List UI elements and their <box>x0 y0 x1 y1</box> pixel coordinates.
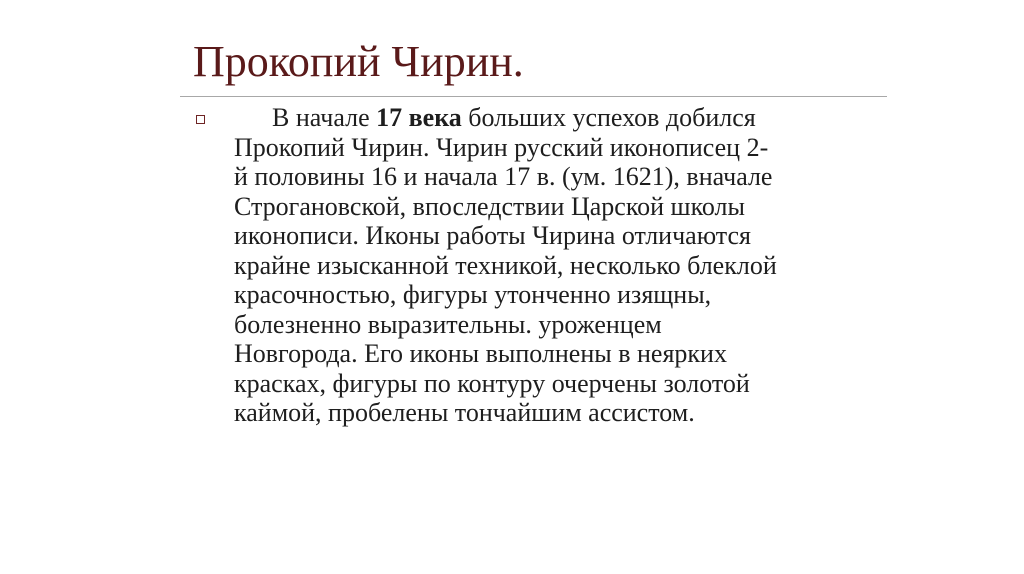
paragraph-line-5: иконописи. Иконы работы Чирина отличаются <box>234 221 751 250</box>
paragraph-line-1-start: В начале <box>272 103 377 132</box>
title-divider <box>180 96 887 97</box>
hollow-square-bullet-icon <box>196 115 205 124</box>
paragraph-line-4: Строгановской, впоследствии Царской школы <box>234 191 745 221</box>
paragraph-bold-century: 17 века <box>376 103 462 132</box>
bullet-paragraph <box>234 103 874 428</box>
paragraph-line-6: крайне изысканной техникой, несколько блеклой <box>234 250 777 280</box>
paragraph-line-2: Прокопий Чирин. Чирин русский иконописец 2- <box>234 132 769 162</box>
paragraph-line-1 <box>234 103 874 133</box>
paragraph-line-11: каймой, пробелены тончайшим ассистом. <box>234 398 695 427</box>
paragraph-line-3: й половины 16 и начала 17 в. (ум. 1621), вначале <box>234 162 773 191</box>
paragraph-line-9: Новгорода. Его иконы выполнены в неярких <box>234 339 727 368</box>
paragraph-line-1-end: больших успехов добился <box>461 103 756 132</box>
paragraph-line-8: болезненно выразительны. уроженцем <box>234 309 662 339</box>
paragraph-line-10: красках, фигуры по контуру очерчены золотой <box>234 368 750 398</box>
paragraph-line-7: красочностью, фигуры утонченно изящны, <box>234 280 712 309</box>
slide-title: Прокопий Чирин. <box>193 37 524 86</box>
